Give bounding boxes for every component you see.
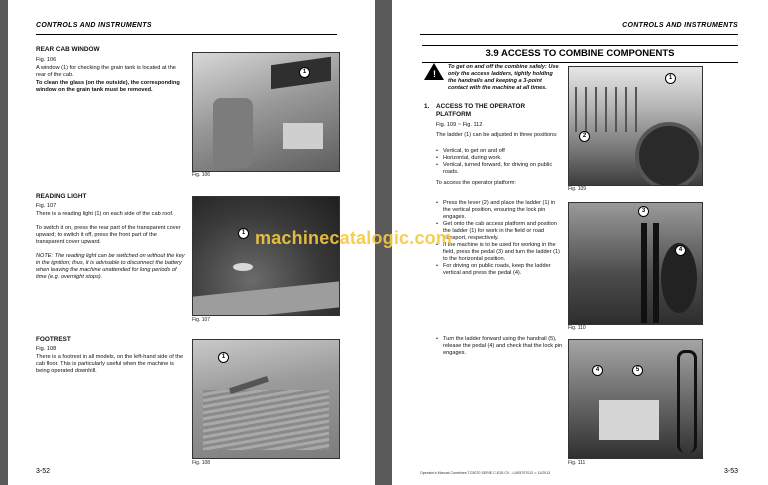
fig-108-callout: 1 [218,352,229,363]
step-list [436,200,564,277]
step-item: • For driving on public roads, keep the ladder vertical and press the pedal (4). [436,263,564,277]
access-intro: To access the operator platform: [436,180,516,186]
fig-109-callout: 2 [579,131,590,142]
right-page-number: 3-53 [723,468,738,475]
fig-110-callout: 3 [638,206,649,217]
footrest-figref: Fig. 108 [36,346,57,352]
rear-window-body: A window (1) for checking the grain tank is located at the rear of the cab. [36,65,176,78]
fig-108-photo [192,339,340,459]
sub-heading: ACCESS TO THE OPERATOR PLATFORM [436,103,526,118]
left-page-number: 3-52 [36,468,51,475]
rear-window-heading: REAR CAB WINDOW [36,46,100,53]
exclamation-icon: ! [433,69,436,79]
position-item: • Vertical, turned forward, for driving on public roads. [436,162,564,176]
fig-108-caption: Fig. 108 [192,460,211,466]
right-footer-text: Operator's Manual Combines TC5070 SERIE C-E26 CV - LAS5707012 > 11/2013 [420,471,551,475]
left-header: CONTROLS AND INSTRUMENTS [36,22,337,35]
right-header: CONTROLS AND INSTRUMENTS [420,22,738,35]
reading-light-figref: Fig. 107 [36,203,57,209]
fig-110-photo [568,202,703,325]
rear-window-figref: Fig. 106 [36,57,57,63]
fig-107-photo [192,196,340,316]
ladder-intro: The ladder (1) can be adjusted in three positions: [436,132,558,138]
fig-110-caption: Fig. 110 [568,325,586,331]
warning-text: To get on and off the combine safely: Use only the access ladders, tightly holding the handrails and keeping a 3-point contact with the machine at all times. [448,64,559,91]
sub-num: 1. [424,103,430,110]
last-step [436,336,564,357]
reading-light-note: NOTE: The reading light can be switched on without the key in the ignition; thus, it is advisable to disconnect the battery when leaving the machine unattended for long periods of time (e.g. overnight stops). [36,253,185,280]
fig-107-caption: Fig. 107 [192,317,211,323]
watermark: machinecatalogic.com [255,228,453,248]
reading-light-body1: There is a reading light (1) on each side of the cab roof. [36,211,174,217]
step-item: • Turn the ladder forward using the handrail (5), release the pedal (4) and check that the lock pin engages. [436,336,564,357]
fig-106-callout: 1 [299,67,310,78]
section-title: 3.9 ACCESS TO COMBINE COMPONENTS [422,45,738,63]
step-item: • Press the lever (2) and place the ladder (1) in the vertical position, ensuring the lock pin engages. [436,200,564,221]
step-item: • Get onto the cab access platform and position the ladder (1) for work in the field or road transport, respectively. [436,221,564,242]
rear-window-note: To clean the glass (on the outside), the corresponding window on the grain tank must be removed. [36,80,180,93]
position-list [436,148,564,176]
fig-110-callout: 4 [675,245,686,256]
footrest-body: There is a footrest in all models, on the left-hand side of the cab floor. This is particularly useful when the machine is being operated downhill. [36,354,184,374]
fig-111-photo [568,339,703,459]
position-item: • Horizontal, during work. [436,155,564,162]
step-item: • If the machine is to be used for working in the field, press the pedal (3) and turn the ladder (1) to the horizontal position. [436,242,564,263]
fig-111-caption: Fig. 111 [568,460,586,466]
fig-109-caption: Fig. 109 [568,186,587,192]
fig-106-caption: Fig. 106 [192,172,211,178]
sub-figref: Fig. 109 ~ Fig. 112 [436,122,483,128]
fig-106-photo [192,52,340,172]
reading-light-body2: To switch it on, press the rear part of the transparent cover upward; to switch it off, press the front part of the transparent cover upward. [36,225,181,245]
fig-111-callout: 4 [592,365,603,376]
position-item: • Vertical, to get on and off [436,148,564,155]
footrest-heading: FOOTREST [36,336,71,343]
fig-109-photo [568,66,703,186]
fig-107-callout: 1 [238,228,249,239]
fig-111-callout: 5 [632,365,643,376]
fig-109-callout: 1 [665,73,676,84]
reading-light-heading: READING LIGHT [36,193,87,200]
